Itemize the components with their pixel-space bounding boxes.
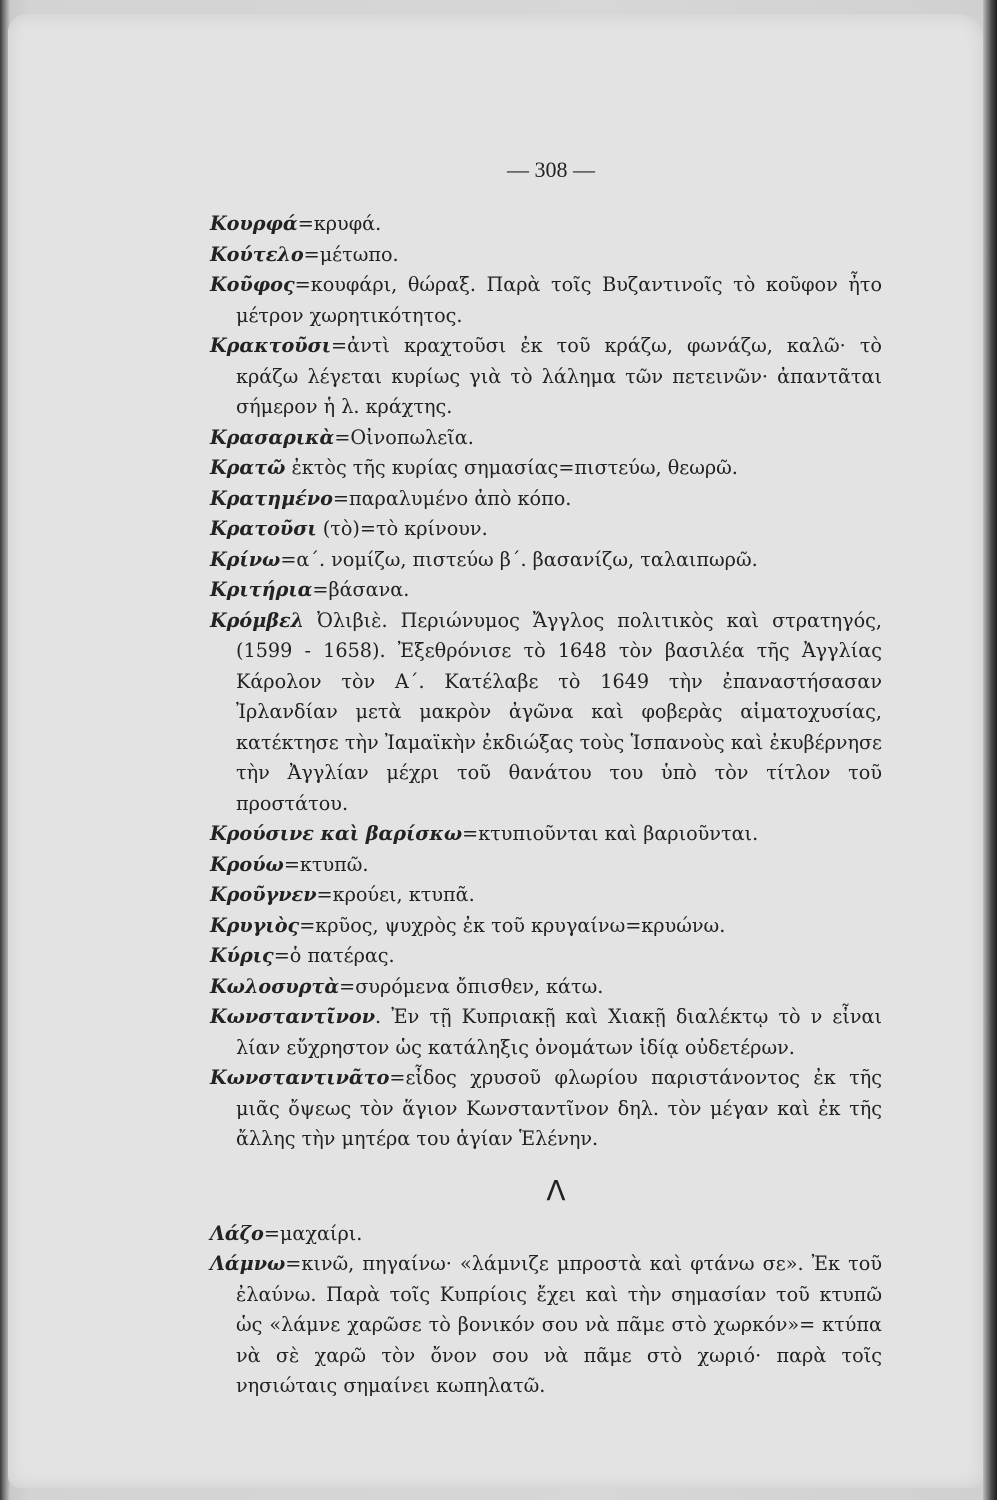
definition: κρούει, κτυπᾶ.	[332, 883, 475, 906]
separator: =	[389, 1066, 406, 1089]
separator: =	[334, 425, 351, 449]
dictionary-entry	[210, 819, 882, 850]
separator: =	[462, 822, 479, 845]
dictionary-entry	[210, 1219, 882, 1250]
dictionary-entry	[210, 514, 882, 545]
dictionary-entry	[210, 911, 882, 942]
definition: μαχαίρι.	[279, 1221, 363, 1245]
dictionary-entry	[210, 209, 882, 240]
headword: Κρατημένο	[210, 486, 333, 510]
separator: =	[263, 1221, 280, 1245]
definition: α΄. νομίζω, πιστεύω β΄. βασανίζω, ταλαιπωρῶ.	[296, 547, 758, 571]
definition: συρόμενα ὄπισθεν, κάτω.	[355, 974, 604, 998]
headword: Κροῦγνεν	[210, 883, 317, 906]
dictionary-entry	[210, 1249, 882, 1402]
headword: Κριτήρια	[210, 578, 313, 601]
definition: κρυφά.	[313, 212, 382, 235]
headword: Κοῦφος	[210, 273, 295, 296]
separator: =	[280, 547, 297, 571]
definition: κτυπῶ.	[299, 852, 369, 876]
dictionary-entry	[210, 240, 882, 271]
text-block	[210, 155, 882, 1402]
headword: Κρυγιὸς	[210, 913, 300, 937]
headword: Λάζο	[210, 1221, 264, 1245]
separator: =	[331, 334, 348, 357]
dictionary-entry	[210, 606, 882, 820]
dictionary-entry	[210, 331, 882, 423]
headword: Κωνσταντῖνον	[210, 1005, 376, 1028]
dictionary-entry	[210, 423, 882, 454]
dictionary-entry	[210, 1002, 882, 1063]
separator: =	[316, 883, 333, 906]
headword: Κουρφά	[210, 212, 298, 235]
headword: Κρούσινε καὶ βαρίσκω	[210, 822, 463, 845]
dictionary-entry	[210, 270, 882, 331]
separator: =	[339, 974, 356, 998]
entries-k	[210, 209, 882, 1155]
dictionary-entry	[210, 972, 882, 1003]
definition: ὁ πατέρας.	[289, 944, 395, 967]
definition: (τὸ)=τὸ κρίνουν.	[322, 517, 488, 540]
separator: =	[299, 913, 316, 937]
definition: κτυπιοῦνται καὶ βαριοῦνται.	[478, 822, 759, 845]
dictionary-entry	[210, 545, 882, 576]
definition: Οἰνοπωλεῖα.	[350, 425, 474, 449]
definition: μέτωπο.	[319, 242, 399, 266]
book-edge	[983, 0, 997, 1500]
definition: κρῦος, ψυχρὸς ἐκ τοῦ κρυγαίνω=κρυώνω.	[315, 913, 726, 937]
headword: Λάμνω	[210, 1252, 286, 1275]
headword: Κωλοσυρτὰ	[210, 974, 340, 998]
headword: Κρίνω	[210, 547, 281, 571]
page-number: — 308 —	[507, 157, 595, 182]
separator	[304, 609, 317, 632]
separator: =	[294, 273, 311, 296]
headword: Κρόμβελ	[210, 608, 305, 632]
headword: Κούτελο	[210, 242, 304, 266]
separator: =	[285, 1252, 302, 1275]
definition: ἀντὶ κραχτοῦσι ἐκ τοῦ κράζω, φωνάζω, καλῶ· τὸ κράζω λέγεται κυρίως γιὰ τὸ λάλημα τῶν πετεινῶν· ἀπαντᾶται σήμερον ἡ λ. κράχτης.	[236, 334, 882, 418]
headword: Κρατοῦσι	[210, 517, 317, 540]
definition: ἐκτὸς τῆς κυρίας σημασίας=πιστεύω, θεωρῶ.	[291, 456, 738, 479]
definition: Ἐν τῇ Κυπριακῇ καὶ Χιακῇ διαλέκτῳ τὸ ν εἶναι λίαν εὔχρηστον ὡς κατάληξις ὀνομάτων ἰδίᾳ οὐδετέρων.	[236, 1005, 882, 1059]
dictionary-entry	[210, 575, 882, 606]
section-letter: Λ	[546, 1173, 566, 1207]
dictionary-entry	[210, 941, 882, 972]
definition: εἶδος χρυσοῦ φλωρίου παριστάνοντος ἐκ τῆς μιᾶς ὄψεως τὸν ἅγιον Κωνσταντῖνον δηλ. τὸν μέγαν καὶ ἐκ τῆς ἄλλης τὴν μητέρα του ἁγίαν Ἑλένην.	[236, 1066, 882, 1150]
dictionary-entry	[210, 484, 882, 515]
headword: Κωνσταντινᾶτο	[210, 1066, 390, 1089]
separator: =	[273, 944, 290, 967]
definition: παραλυμένο ἀπὸ κόπο.	[348, 486, 572, 510]
definition: Ὀλιβιὲ. Περιώνυμος Ἄγγλος πολιτικὸς καὶ στρατηγός, (1599 - 1658). Ἐξεθρόνισε τὸ 1648 τὸν βασιλέα τῆς Ἀγγλίας Κάρολον τὸν Α΄. Κατέλαβε τὸ 1649 τὴν ἐπαναστήσασαν Ἰρλανδίαν μετὰ μακρὸν ἀγῶνα καὶ φοβερὰς αἱματοχυσίας, κατέκτησε τὴν Ἰαμαϊκὴν ἐκδιώξας τοὺς Ἱσπανοὺς καὶ ἐκυβέρνησε τὴν Ἀγγλίαν μέχρι τοῦ θανάτου του ὑπὸ τὸν τίτλον τοῦ προστάτου.	[236, 608, 882, 815]
separator: =	[312, 578, 329, 601]
entries-l	[210, 1219, 882, 1402]
dictionary-entry	[210, 850, 882, 881]
separator: =	[297, 212, 314, 235]
definition: κινῶ, πηγαίνω· «λάμνιζε μπροστὰ καὶ φτάνω σε». Ἐκ τοῦ ἐλαύνω. Παρὰ τοῖς Κυπρίοις ἔχει καὶ τὴν σημασίαν τοῦ κτυπῶ ὡς «λάμνε χαρῶσε τὸ βονικόν σου νὰ πᾶμε στὸ χωρκόν»= κτύπα νὰ σὲ χαρῶ τὸν ὄνον σου νὰ πᾶμε στὸ χωριό· παρὰ τοῖς νησιώταις σημαίνει κωπηλατῶ.	[236, 1252, 882, 1397]
dictionary-entry	[210, 880, 882, 911]
dictionary-entry	[210, 453, 882, 484]
separator: .	[375, 1005, 392, 1028]
headword: Κρούω	[210, 852, 284, 876]
headword: Κύρις	[210, 944, 274, 967]
definition: κουφάρι, θώραξ. Παρὰ τοῖς Βυζαντινοῖς τὸ κοῦφον ἦτο μέτρον χωρητικότητος.	[236, 273, 882, 327]
separator: =	[303, 242, 320, 266]
headword: Κρατῶ	[210, 456, 286, 479]
separator: =	[332, 486, 349, 510]
separator: =	[283, 852, 300, 876]
headword: Κρακτοῦσι	[210, 334, 332, 357]
headword: Κρασαρικὰ	[210, 425, 335, 449]
definition: βάσανα.	[328, 578, 410, 601]
dictionary-entry	[210, 1063, 882, 1155]
